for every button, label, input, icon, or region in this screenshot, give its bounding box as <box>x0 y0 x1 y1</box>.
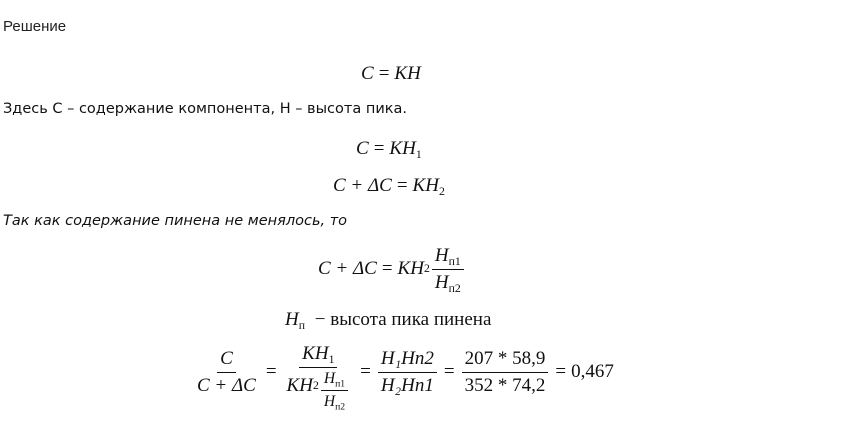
eq4-den: H <box>434 271 449 293</box>
f2-num-sub: 1 <box>328 353 335 367</box>
equation-with-ratio: C + ΔC = KH 2 $\frac{H_{п1}}{H_{п2}}$ <box>318 245 466 294</box>
f4-num: 207 * 58,9 <box>462 348 549 373</box>
equation-c-plus-dc: $C + \Delta C = KH_2$ <box>333 175 445 199</box>
equation-c-kh1: $C = KH_1$ <box>356 138 422 162</box>
f1-num: C <box>220 348 233 370</box>
eq3-rhs: KH <box>412 175 439 196</box>
f2-fraction: $KH_1$ KH 2 $\frac{H_{п1}}{H_{п2}}$ <box>284 343 354 402</box>
eq2-rhs: KH <box>389 138 416 159</box>
eq2-rhs-sub: 1 <box>415 148 422 162</box>
eq4-rhs: KH <box>397 258 424 280</box>
section-heading: Решение <box>3 18 67 35</box>
eq1-lhs: C <box>361 63 374 84</box>
f2-inner-num: H <box>323 369 336 387</box>
eq4-fraction <box>432 245 464 294</box>
f2-den: KH <box>286 374 313 396</box>
f3-num: H₁Hп2 <box>380 348 434 370</box>
eq3-rhs-sub: 2 <box>438 185 445 199</box>
f1-fraction <box>194 348 259 397</box>
f4-den: 352 * 74,2 <box>464 374 546 396</box>
note-text: Так как содержание пинена не менялось, то <box>3 213 348 229</box>
f3-fraction <box>378 348 437 397</box>
f2-inner-num-sub: п1 <box>335 378 346 390</box>
eq4-lhs: C + ΔC <box>318 258 377 280</box>
def-symbol: H <box>285 309 299 330</box>
eq4-den-sub: п2 <box>448 281 461 295</box>
f1-den: C + ΔC <box>197 374 256 396</box>
eq2-lhs: C <box>356 138 369 159</box>
f2-inner-fraction <box>321 369 348 413</box>
f3-den: H₂Hп1 <box>380 374 434 396</box>
definition-line <box>285 309 491 331</box>
result-value: 0,467 <box>571 361 614 383</box>
eq1-rhs: KH <box>394 63 421 84</box>
f2-inner-den: H <box>323 392 336 410</box>
f2-inner-den-sub: п2 <box>335 401 346 413</box>
explanation-text: Здесь С – содержание компонента, Н – высота пика. <box>3 101 407 117</box>
final-equation: $\frac{C}{C + \Delta C}$ = $KH_1$ KH 2 $\frac{H_{п1}}{H_{п2}}$ = $\frac{\text{H₁Hп2}}{\text{H₂Hп1}}$ = $\frac{207 * 58,9}{352 * 74,2}$ = 0,467 <box>192 343 614 402</box>
def-symbol-sub: п <box>298 319 306 333</box>
eq4-num-sub: п1 <box>448 255 461 269</box>
eq4-num: H <box>434 245 449 266</box>
equation-c-kh: C = KH <box>361 63 421 84</box>
f2-num: KH <box>302 343 329 364</box>
f4-fraction <box>462 348 549 397</box>
eq3-lhs: C + ΔC <box>333 175 392 196</box>
def-text: − высота пика пинена <box>314 309 492 330</box>
